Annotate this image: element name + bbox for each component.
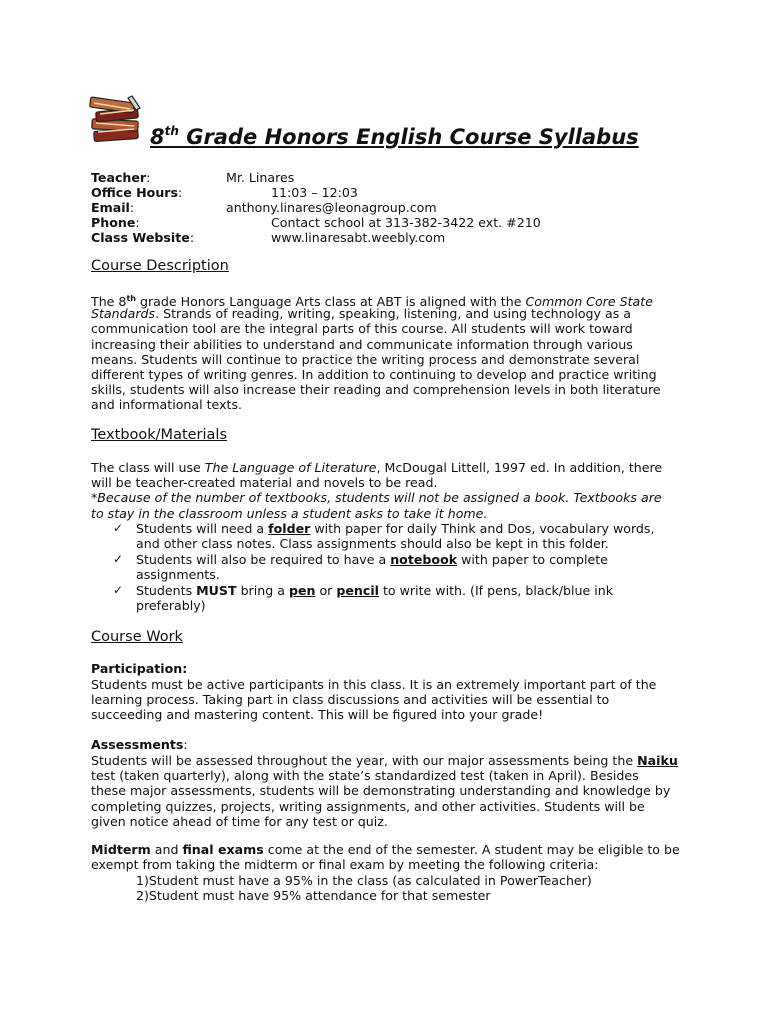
page-title: 8th Grade Honors English Course Syllabus xyxy=(150,124,639,149)
assessments-text: Students will be assessed throughout the year, with our major assessments being the Naiku test (taken quarterly), along with the state’s standardized test (taken in April). Besides these major assessments, students will be demonstrating understanding and knowledge by completing quizzes, projects, writing assignments, and other activities. Students will be given notice ahead of time for any test or quiz. xyxy=(91,753,678,829)
syllabus-page: 8th Grade Honors English Course Syllabus Teacher: Mr. Linares Office Hours: 11:03 – 12:03 Email: anthony.linares@leonagroup.com Phone: Contact school at 313-382-3422 ext. #210 Class Website: www.linaresabt.weebly.com Course Description The 8th grade Honors Language Arts class at ABT is aligned with the Common Core State Standards. Strands of reading, writing, speaking, listening, and using technology as a communication tool are the integral parts of this course. All students will work toward increasing their abilities to understand and communicate information through various means. Students will continue to practice the writing process and demonstrate several different types of writing genres. In addition to continuing to develop and practice writing skills, students will also increase their reading and comprehension levels in both literature and informational texts. Textbook/Materials The class will use The Language of Literature, McDougal Littell, 1997 ed. In addition, there will be teacher-created material and novels to be read. *Because of the number of textbooks, students will not be assigned a book. Textbooks are to stay in the classroom unless a student asks to take it home. ✓ Students will need a folder with paper for daily Think and Dos, vocabulary words, and other class notes. Class assignments should also be kept in this folder. ✓ Students will also be required to have a notebook with paper to complete assignments. ✓ Students MUST bring a pen or pencil to write with. (If pens, black/blue ink preferably) Course Work Participation: Students must be active participants in this class. It is an extremely important part of the learning process. Taking part in class discussions and activities will be essential to succeeding and mastering content. This will be figured into your grade! Assessments: Students will be assessed throughout the year, with our major assessments being the Naiku test (taken quarterly), along with the state’s standardized test (taken in April). Besides these major assessments, students will be demonstrating understanding and knowledge by completing quizzes, projects, writing assignments, and other activities. Students will be given notice ahead of time for any test or quiz. Midterm and final exams come at the end of the semester. A student may be eligible to be exempt from taking the midterm or final exam by meeting the following criteria: 1)Student must have a 95% in the class (as calculated in PowerTeacher) 2)Student must have 95% attendance for that semester xyxy=(0,0,768,1024)
teacher-value: Mr. Linares xyxy=(226,170,295,185)
textbook-text: The class will use The Language of Literature, McDougal Littell, 1997 ed. In addition, there will be teacher-created material and novels to be read. *Because of the number of textbooks, students will not be assigned a book. Textbooks are to stay in the classroom unless a student asks to take it home. xyxy=(91,460,663,521)
books-icon xyxy=(88,92,150,144)
office-hours-value: 11:03 – 12:03 xyxy=(271,185,358,200)
checkmark-icon: ✓ xyxy=(113,552,124,566)
exams-text: Midterm and final exams come at the end of the semester. A student may be eligible to be exempt from taking the midterm or final exam by meeting the following criteria: xyxy=(91,842,680,873)
teacher-label: Teacher: xyxy=(91,170,151,185)
participation-text: Students must be active participants in this class. It is an extremely important part of the learning process. Taking part in class discussions and activities will be essential to succeeding and mastering content. This will be figured into your grade! xyxy=(91,677,657,723)
assessments-label: Assessments: xyxy=(91,737,188,752)
criteria-item: 2)Student must have 95% attendance for that semester xyxy=(136,888,491,903)
checkmark-icon: ✓ xyxy=(113,583,124,597)
email-label: Email: xyxy=(91,200,135,215)
website-value: www.linaresabt.weebly.com xyxy=(271,230,446,245)
course-description-text: The 8th grade Honors Language Arts class at ABT is aligned with the Common Core State Standards. Strands of reading, writing, speaking, listening, and using technology as a communication tool are the integral parts of this course. All students will work toward increasing their abilities to understand and communicate information through various means. Students will continue to practice the writing process and demonstrate several different types of writing genres. In addition to continuing to develop and practice writing skills, students will also increase their reading and comprehension levels in both literature and informational texts. xyxy=(91,294,661,413)
participation-label: Participation: xyxy=(91,661,188,676)
email-value: anthony.linares@leonagroup.com xyxy=(226,200,437,215)
website-label: Class Website: xyxy=(91,230,195,245)
checkmark-icon: ✓ xyxy=(113,521,124,535)
course-description-heading: Course Description xyxy=(91,258,229,274)
course-work-heading: Course Work xyxy=(91,629,183,645)
textbook-heading: Textbook/Materials xyxy=(91,427,228,443)
criteria-item: 1)Student must have a 95% in the class (as calculated in PowerTeacher) xyxy=(136,873,592,888)
phone-label: Phone: xyxy=(91,215,140,230)
phone-value: Contact school at 313-382-3422 ext. #210 xyxy=(271,215,541,230)
office-hours-label: Office Hours: xyxy=(91,185,183,200)
